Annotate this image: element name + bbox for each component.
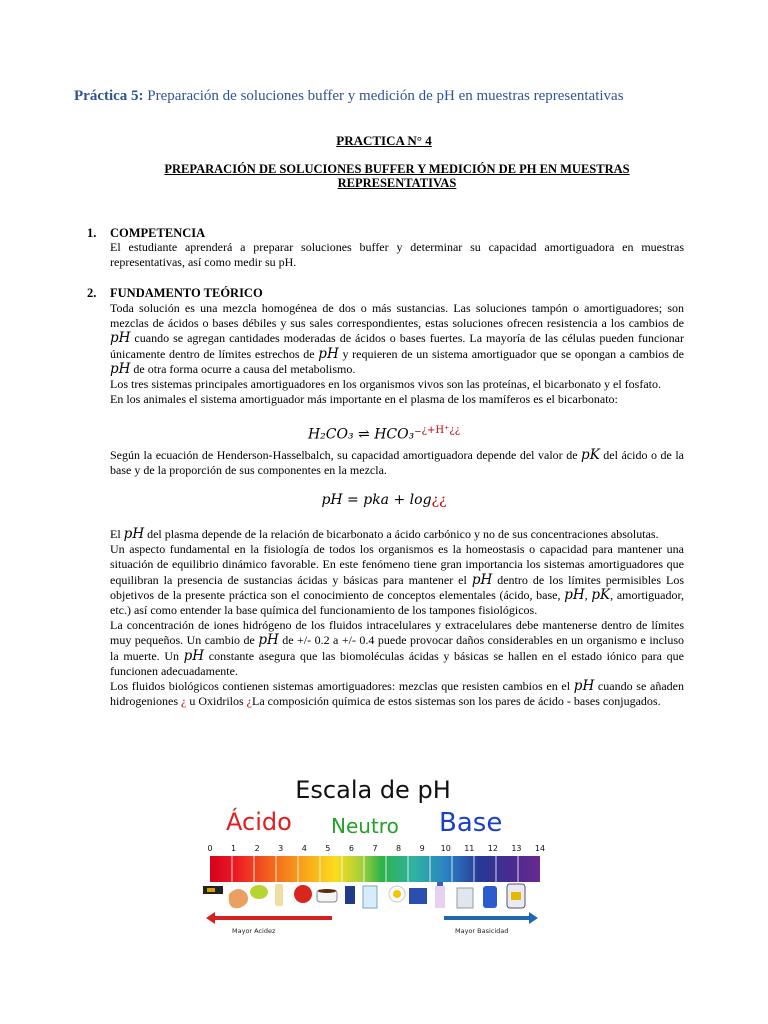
paragraph-6-b: dentro de los límites permisibles Los objetivos de la presente práctica son el conocimiento de conceptos elementales (ácido, base,: [110, 572, 685, 602]
paragraph-6-c: , amortiguador, etc.) así como entender la base química del funcionamiento de los tampones fisiológicos.: [110, 587, 685, 618]
egg-icon: [389, 886, 405, 902]
paragraph-4-a: Según la ecuación de Henderson-Hasselbalch, su capacidad amortiguadora depende del valor de: [110, 448, 582, 462]
ph-tick-14: 14: [534, 844, 546, 853]
section-2-number: 2.: [87, 286, 97, 300]
paragraph-3: En los animales el sistema amortiguador más importante en el plasma de los mamíferos es el bicarbonato:: [110, 392, 618, 407]
equation-henderson: [0, 492, 768, 508]
paragraph-1: [110, 301, 684, 377]
paragraph-6: [110, 542, 684, 618]
ph-tick-7: 7: [372, 844, 378, 853]
paragraph-7: [110, 618, 684, 679]
ph-scale-title: Escala de pH: [295, 776, 451, 804]
can-icon: [345, 886, 355, 904]
paragraph-1-c: y requieren de un sistema amortiguador que se opongan a cambios de: [338, 346, 684, 361]
paragraph-8: [110, 679, 684, 709]
neutral-label: Neutro: [331, 814, 399, 838]
pk-symbol: pK: [591, 586, 611, 603]
fundamento-block-2: [110, 448, 684, 478]
ph-symbol: pH: [123, 526, 145, 542]
stomach-icon: [229, 889, 248, 908]
competencia-paragraph: El estudiante aprenderá a preparar soluciones buffer y determinar su capacidad amortiguadora en muestras representativas, así como medir su pH.: [110, 240, 684, 270]
ph-tick-11: 11: [464, 844, 475, 853]
paragraph-4: [110, 448, 684, 478]
ph-tick-4: 4: [301, 844, 307, 853]
paragraph-5: [110, 527, 684, 542]
coffee-icon: [317, 889, 337, 902]
paragraph-8-b: cuando se añaden hidrogeniones: [110, 679, 684, 709]
header-line: [74, 88, 624, 105]
ph-symbol: pH: [564, 586, 585, 603]
tomato-icon: [294, 885, 312, 903]
ph-tick-5: 5: [325, 844, 331, 853]
ph-tick-3: 3: [278, 844, 284, 853]
fundamento-block-1: [110, 301, 684, 407]
basicity-arrow: [444, 916, 530, 920]
practice-word: PRACTICA: [336, 133, 405, 148]
paragraph-6-a: Un aspecto fundamental en la fisiología de todos los organismos es la homeostasis o capacidad para mantener una situación de equilibrio dinámico favorable. En este fenómeno tiene gran importancia los sistemas amortiguadores que equilibran la presencia de sustancias ácidas y básicas para mantener el: [110, 542, 684, 587]
ph-tick-9: 9: [419, 844, 425, 853]
ammonia-bottle-icon: [457, 888, 473, 908]
paragraph-2: Los tres sistemas principales amortiguadores en los organismos vivos son las proteínas, el bicarbonato y el fosfato.: [110, 377, 661, 392]
main-title: PREPARACIÓN DE SOLUCIONES BUFFER Y MEDICIÓN DE PH EN MUESTRAS REPRESENTATIVAS: [164, 162, 630, 190]
paragraph-7-b: de +/- 0.2 a +/- 0.4 puede provocar daños considerables en un organismo e incluso la muerte. Un: [110, 633, 685, 663]
ph-symbol: pH: [258, 632, 279, 649]
paragraph-8-d: La composición química de estos sistemas son los pares de ácido - bases conjugados.: [252, 694, 661, 709]
ph-symbol: pH: [471, 571, 493, 588]
practice-number: N° 4: [404, 133, 432, 148]
ph-symbol: pH: [183, 647, 205, 664]
equation-1-superscript: ¿+H⁺¿¿: [421, 425, 461, 436]
antacid-bottle-icon: [435, 882, 445, 908]
battery-icon: [203, 886, 223, 894]
section-1-text: [110, 240, 684, 270]
mayor-basicidad-label: Mayor Basicidad: [455, 927, 509, 935]
ph-symbol: pH: [573, 678, 595, 695]
paragraph-8-c: u Oxidrilos: [186, 694, 247, 709]
ph-symbol: pH: [110, 330, 131, 347]
ph-tick-1: 1: [231, 844, 237, 853]
acid-label: Ácido: [226, 808, 292, 836]
practice-title: [0, 133, 768, 149]
ph-symbol: pH: [110, 360, 131, 377]
ph-bar-dividers: [210, 856, 540, 882]
ph-scale-ticks: [207, 844, 546, 856]
baking-soda-icon: [409, 888, 427, 904]
ph-tick-10: 10: [440, 844, 451, 853]
equation-2-text: pH = pka + log: [321, 492, 432, 508]
fundamento-block-3: [110, 527, 684, 709]
ph-tick-13: 13: [511, 844, 522, 853]
section-1-number: 1.: [87, 226, 97, 240]
paragraph-1-d: de otra forma ocurre a causa del metabolismo.: [130, 361, 356, 376]
pk-symbol: pK: [581, 447, 600, 463]
equation-bicarbonate: [0, 425, 768, 443]
comma: ,: [584, 587, 592, 602]
ph-tick-0: 0: [207, 844, 213, 853]
ph-example-icons: [201, 880, 546, 920]
header-label: Práctica 5:: [74, 88, 144, 104]
paragraph-1-b: cuando se agregan cantidades moderadas de ácidos o bases fuertes. La mayoría de las células pueden funcionar únicamente dentro de límites estrechos de: [110, 331, 684, 361]
paragraph-5-a: El: [110, 527, 124, 541]
ph-tick-6: 6: [348, 844, 354, 853]
vinegar-bottle-icon: [275, 884, 283, 906]
acidity-arrow: [214, 916, 332, 920]
ph-tick-8: 8: [396, 844, 402, 853]
inverted-question-mark: ¿: [246, 694, 252, 709]
milk-glass-icon: [363, 886, 377, 908]
paragraph-8-a: Los fluidos biológicos contienen sistemas amortiguadores: mezclas que resisten cambios en el: [110, 679, 574, 694]
paragraph-7-a: La concentración de iones hidrógeno de los fluidos intracelulares y extracelulares debe mantenerse dentro de límites muy pequeños. Un cambio de: [110, 618, 684, 648]
section-1-title: COMPETENCIA: [110, 226, 206, 240]
paragraph-1-a: Toda solución es una mezcla homogénea de dos o más sustancias. Las soluciones tampón o amortiguadores; son mezclas de ácidos o bases débiles y sus sales correspondientes, estas soluciones ofrecen resistencia a los cambios de: [110, 301, 684, 331]
ph-symbol: pH: [318, 345, 339, 362]
soap-bottle-icon: [483, 886, 497, 908]
ph-tick-2: 2: [254, 844, 260, 853]
paragraph-5-b: del plasma depende de la relación de bicarbonato a ácido carbónico y no de sus concentraciones absolutas.: [144, 527, 659, 541]
ph-scale-figure: [198, 776, 548, 941]
lemon-icon: [250, 885, 268, 899]
paragraph-4-b: del ácido o de la base y de la proporción de sus componentes en la mezcla.: [110, 448, 685, 478]
paragraph-7-c: constante asegura que las biomoléculas ácidas y básicas se hallen en el estado iónico para que funcionen adecuadamente.: [110, 648, 684, 678]
mayor-acidez-label: Mayor Acidez: [232, 927, 276, 935]
equation-1-text: H₂CO₃ ⇌ HCO₃⁻: [307, 426, 422, 443]
header-text: Preparación de soluciones buffer y medición de pH en muestras representativas: [147, 88, 624, 104]
base-label: Base: [439, 808, 503, 838]
equation-2-tail: ¿¿: [431, 492, 447, 508]
ph-tick-12: 12: [487, 844, 498, 853]
bleach-bottle-icon: [507, 884, 525, 908]
section-2-title: FUNDAMENTO TEÓRICO: [110, 286, 263, 300]
inverted-question-mark: ¿: [181, 694, 187, 709]
